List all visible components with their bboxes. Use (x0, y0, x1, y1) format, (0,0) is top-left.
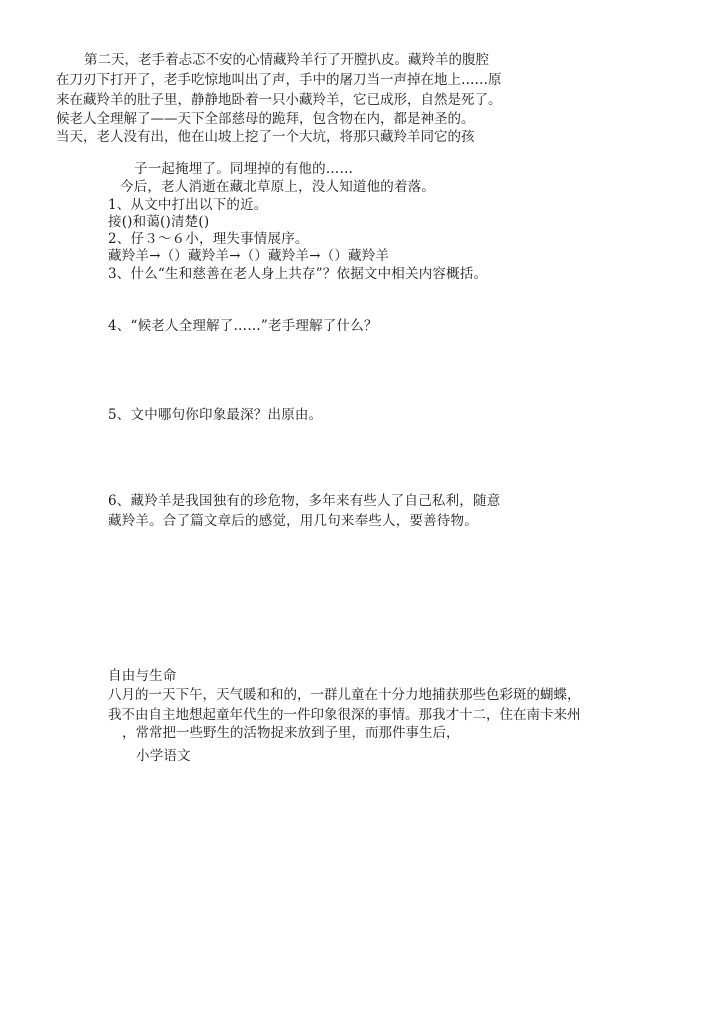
question-2: 2、仔３～６小，理失事情展序。 (108, 231, 309, 247)
passage1-line-5: 当天，老人没有出，他在山坡上挖了一个大坑，将那只藏羚羊同它的孩 (56, 129, 475, 145)
question-3: 3、什么“生和慈善在老人身上共存”？依据文中相关内容概括。 (108, 266, 488, 282)
passage1-line-6: 子一起掩埋了。同埋掉的有他的…… (134, 161, 354, 177)
passage1-line-4: 候老人全理解了——天下全部慈母的跪拜，包含物在内，都是神圣的。 (56, 111, 475, 127)
passage2-line-1: 八月的一天下午，天气暖和和的，一群儿童在十分力地捕获那些色彩斑的蝴蝶， (108, 687, 581, 703)
passage2-line-3: ，常常把一些野生的活物捉来放到子里，而那件事生后， (122, 725, 460, 741)
passage2-title: 自由与生命 (108, 668, 177, 684)
passage2-line-2: 我不由自主地想起童年代生的一件印象很深的事情。那我才十二，住在南卡来州 (108, 707, 581, 723)
question-4: 4、“候老人全理解了……”老手理解了什么？ (108, 318, 378, 334)
question-2-sequence: 藏羚羊→（）藏羚羊→（）藏羚羊→（）藏羚羊 (108, 248, 390, 264)
footer-label: 小学语文 (136, 748, 191, 764)
passage1-line-1: 第二天，老手着忐忑不安的心情藏羚羊行了开膛扒皮。藏羚羊的腹腔 (84, 52, 489, 68)
passage1-line-7: 今后，老人消逝在藏北草原上，没人知道他的着落。 (120, 179, 436, 195)
question-6-line-2: 藏羚羊。合了篇文章后的感觉，用几句来奉些人，要善待物。 (108, 513, 478, 529)
question-6-line-1: 6、藏羚羊是我国独有的珍危物，多年来有些人了自己私利，随意 (108, 493, 501, 509)
question-1-items: 接()和蔼()清楚() (108, 214, 210, 230)
question-1: 1、从文中打出以下的近。 (108, 197, 268, 213)
passage1-line-2: 在刀刃下打开了，老手吃惊地叫出了声，手中的屠刀当一声掉在地上……原 (56, 72, 502, 88)
passage1-line-3: 来在藏羚羊的肚子里，静静地卧着一只小藏羚羊，它已成形，自然是死了。 (56, 92, 502, 108)
question-5: 5、文中哪句你印象最深？出原由。 (108, 407, 323, 423)
